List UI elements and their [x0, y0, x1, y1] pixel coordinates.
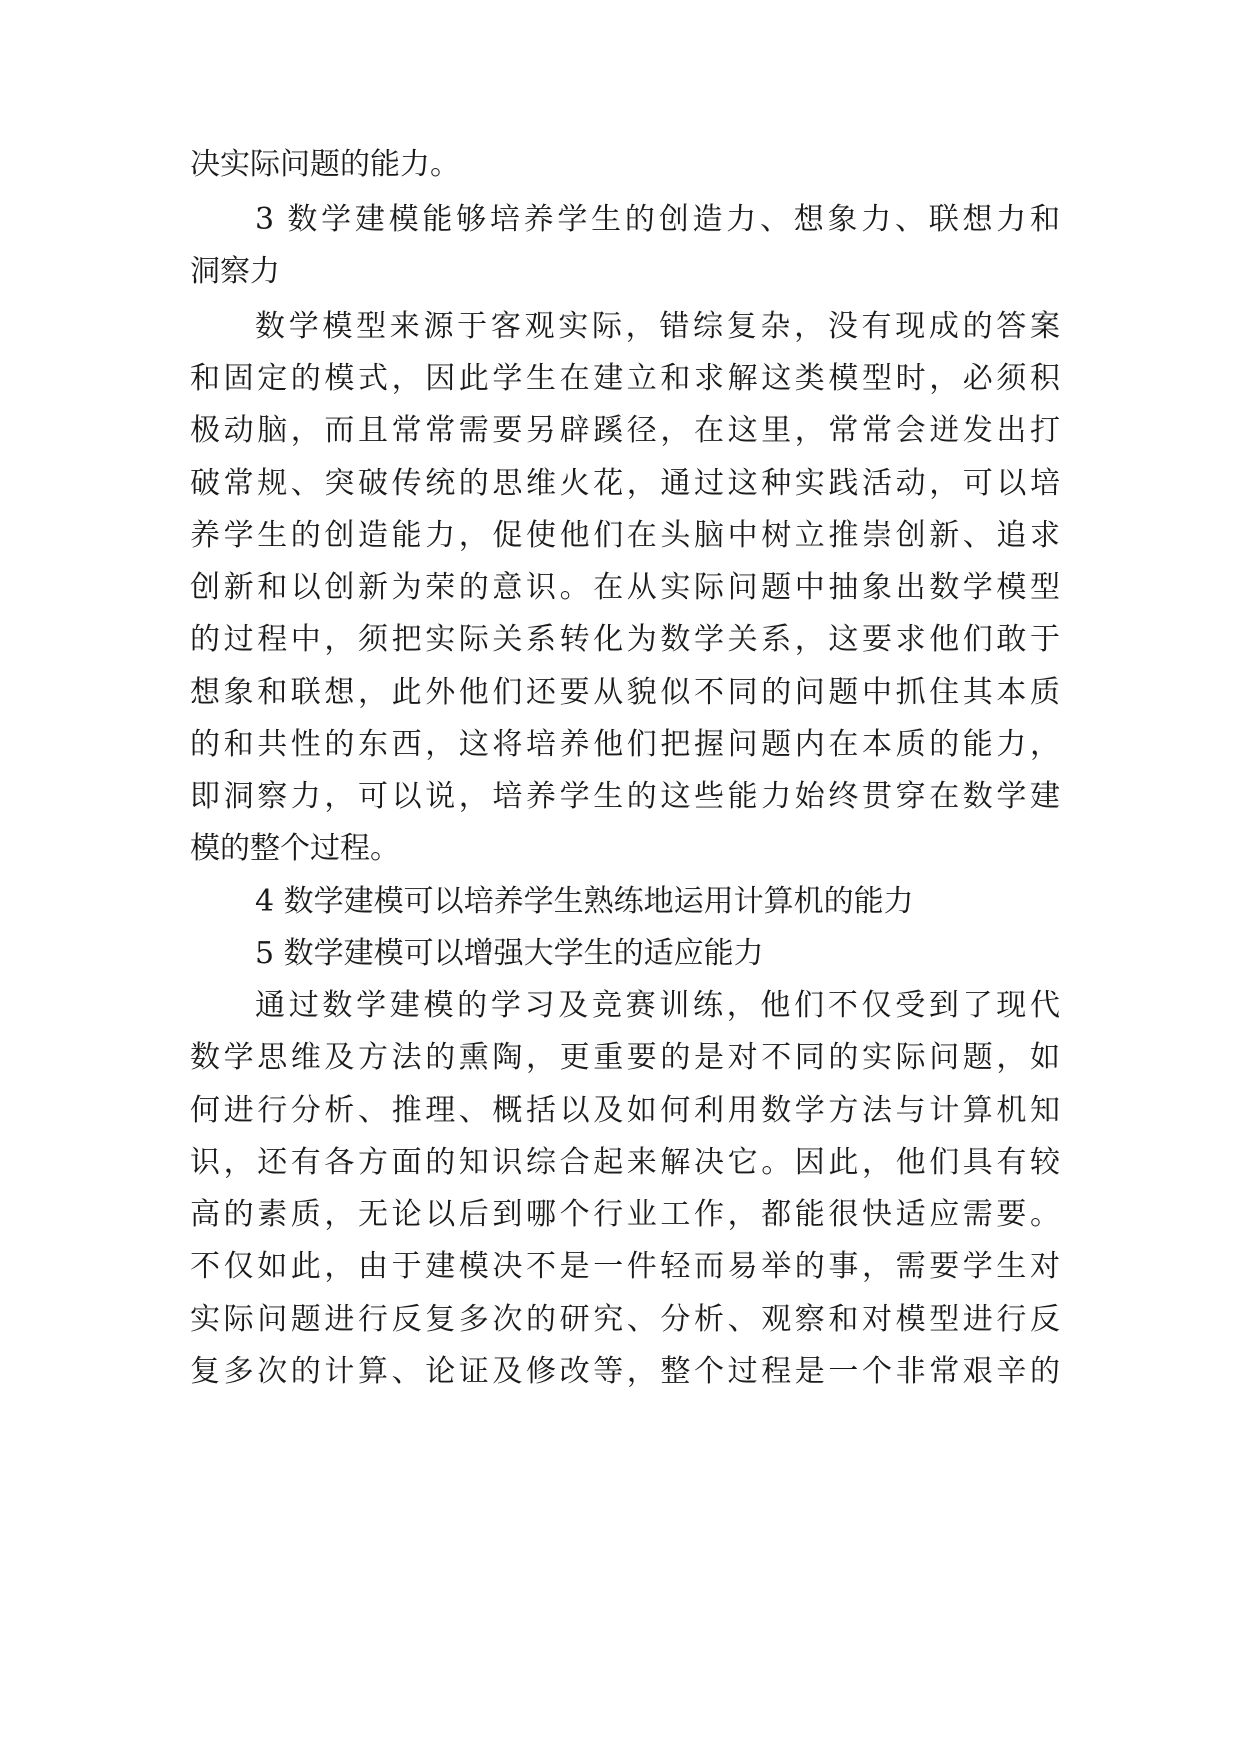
text-line: 的和共性的东西，这将培养他们把握问题内在本质的能力，: [190, 727, 1060, 762]
text-line: 的过程中，须把实际关系转化为数学关系，这要求他们敢于: [190, 622, 1060, 657]
text-line: 通过数学建模的学习及竞赛训练，他们不仅受到了现代: [255, 988, 1060, 1023]
section-heading-5: 5 数学建模可以增强大学生的适应能力: [255, 936, 764, 971]
text-line: 数学模型来源于客观实际，错综复杂，没有现成的答案: [255, 309, 1060, 344]
text-line: 想象和联想，此外他们还要从貌似不同的问题中抓住其本质: [190, 675, 1060, 710]
text-line: 决实际问题的能力。: [190, 147, 460, 182]
section-heading-4: 4 数学建模可以培养学生熟练地运用计算机的能力: [255, 884, 914, 919]
text-line: 高的素质，无论以后到哪个行业工作，都能很快适应需要。: [190, 1197, 1060, 1232]
section-heading-3: 3 数学建模能够培养学生的创造力、想象力、联想力和: [255, 202, 1060, 237]
section-heading-3-cont: 洞察力: [190, 254, 280, 289]
text-line: 数学思维及方法的熏陶，更重要的是对不同的实际问题，如: [190, 1040, 1060, 1075]
text-line: 养学生的创造能力，促使他们在头脑中树立推崇创新、追求: [190, 518, 1060, 553]
text-line: 不仅如此，由于建模决不是一件轻而易举的事，需要学生对: [190, 1249, 1060, 1284]
text-line: 即洞察力，可以说，培养学生的这些能力始终贯穿在数学建: [190, 779, 1060, 814]
text-line: 复多次的计算、论证及修改等，整个过程是一个非常艰辛的: [190, 1354, 1060, 1389]
text-line: 极动脑，而且常常需要另辟蹊径，在这里，常常会迸发出打: [190, 413, 1060, 448]
text-line: 实际问题进行反复多次的研究、分析、观察和对模型进行反: [190, 1302, 1060, 1337]
text-line: 模的整个过程。: [190, 831, 400, 866]
text-line: 识，还有各方面的知识综合起来解决它。因此，他们具有较: [190, 1145, 1060, 1180]
text-line: 创新和以创新为荣的意识。在从实际问题中抽象出数学模型: [190, 570, 1060, 605]
text-line: 和固定的模式，因此学生在建立和求解这类模型时，必须积: [190, 361, 1060, 396]
text-line: 何进行分析、推理、概括以及如何利用数学方法与计算机知: [190, 1093, 1060, 1128]
text-line: 破常规、突破传统的思维火花，通过这种实践活动，可以培: [190, 466, 1060, 501]
